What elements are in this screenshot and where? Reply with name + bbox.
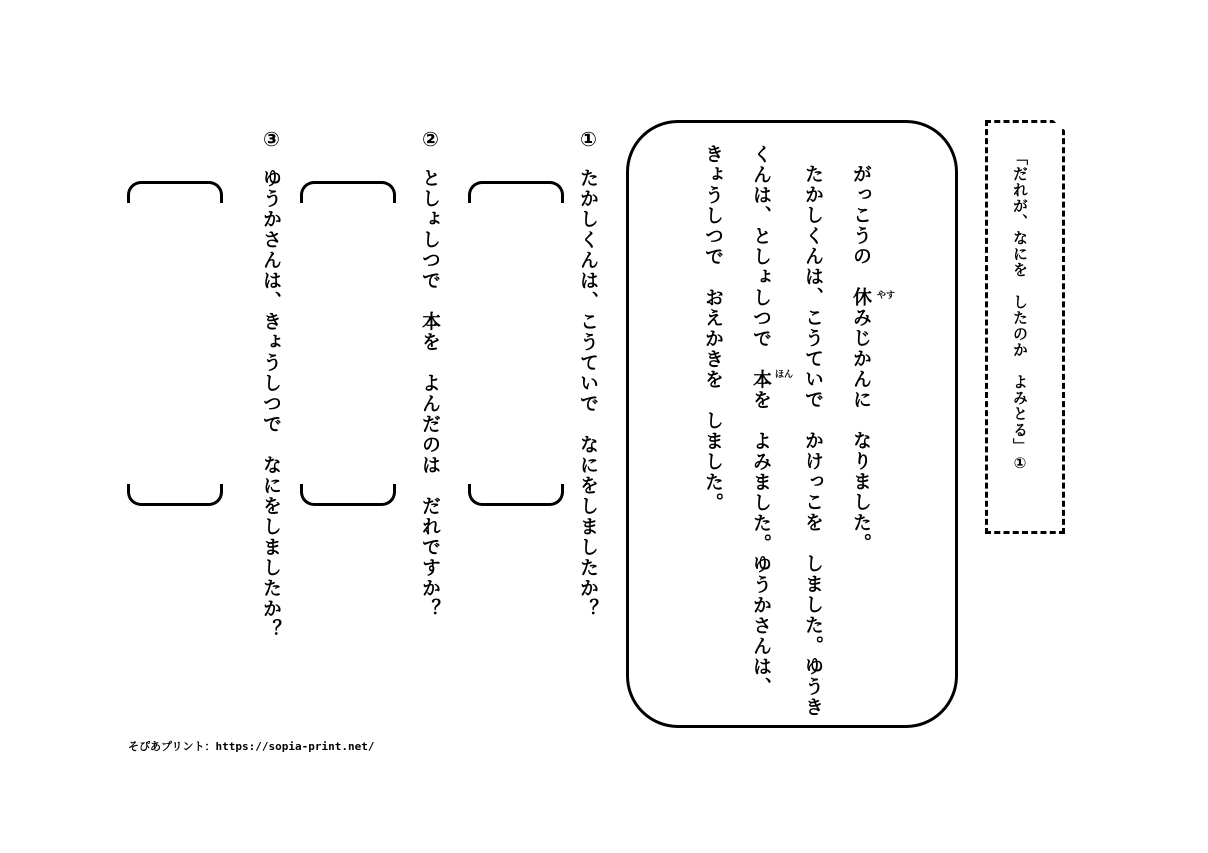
question-text-2: としょしつで 本を よんだのは だれですか？	[419, 168, 441, 619]
answer-bracket-top-2	[300, 181, 396, 203]
answer-bracket-bottom-3	[127, 484, 223, 506]
answer-bracket-bottom-1	[468, 484, 564, 506]
story-box	[626, 120, 958, 728]
question-number-1: ①	[580, 127, 597, 151]
worksheet-title: 「だれが、なにを したのか よみとる」①	[1011, 150, 1029, 473]
question-number-2: ②	[422, 127, 439, 151]
question-text-3: ゆうかさんは、きょうしつで なにをしましたか？	[260, 168, 282, 640]
question-number-3: ③	[263, 127, 280, 151]
ruby-yasu: やす	[877, 291, 896, 301]
story-line-3: くんは、としょしつで 本を よみました。ゆうかさんは、	[750, 144, 772, 698]
story-line-2: たかしくんは、こうていで かけっこを しました。ゆうき	[802, 164, 824, 718]
question-text-1: たかしくんは、こうていで なにをしましたか？	[577, 168, 599, 619]
answer-bracket-bottom-2	[300, 484, 396, 506]
answer-bracket-top-1	[468, 181, 564, 203]
answer-bracket-top-3	[127, 181, 223, 203]
story-line-1: がっこうの 休みじかんに なりました。	[850, 164, 872, 554]
story-line-4: きょうしつで おえかきを しました。	[702, 144, 724, 513]
ruby-hon: ほん	[775, 370, 794, 380]
footer-credit: そぴあプリント：https://sopia-print.net/	[128, 740, 375, 753]
